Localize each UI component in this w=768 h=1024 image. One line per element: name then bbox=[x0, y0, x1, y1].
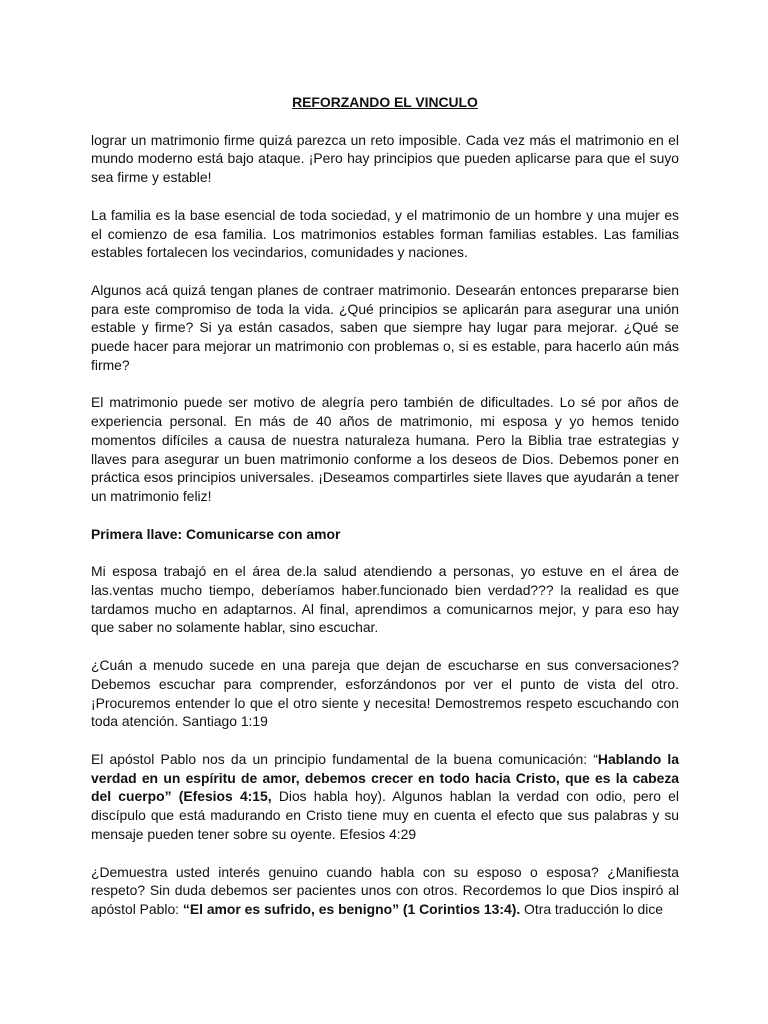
document-page bbox=[91, 93, 679, 938]
p7-bold-quote: Hablando la verdad en un espíritu de amor, debemos crecer en todo hacia Cristo, que es la cabeza del cuerpo” (Efesios 4:15, bbox=[91, 750, 679, 805]
paragraph-intro: lograr un matrimonio firme quizá parezca un reto imposible. Cada vez más el matrimonio en el mundo moderno está bajo ataque. ¡Pero hay principios que pueden aplicarse para que el suyo sea firme y estable! bbox=[91, 131, 679, 186]
paragraph-pablo-principle bbox=[91, 750, 679, 844]
paragraph-family: La familia es la base esencial de toda sociedad, y el matrimonio de un hombre y una mujer es el comienzo de esa familia. Los matrimonios estables forman familias estables. Las familias estables fortalecen los vecindarios, comunidades y naciones. bbox=[91, 206, 679, 261]
paragraph-wife-work: Mi esposa trabajó en el área de.la salud atendiendo a personas, yo estuve en el área de las.ventas mucho tiempo, deberíamos haber.funcionado bien verdad??? la realidad es que tardamos mucho en adaptarnos. Al final, aprendimos a comunicarnos mejor, y para eso hay que saber no solamente hablar, sino escuchar. bbox=[91, 563, 679, 636]
section-heading-first-key: Primera llave: Comunicarse con amor bbox=[91, 525, 341, 542]
p7-intro: El apóstol Pablo nos da un principio fundamental de la buena comunicación: “ bbox=[91, 750, 598, 767]
paragraph-experience: El matrimonio puede ser motivo de alegría pero también de dificultades. Lo sé por años de experiencia personal. En más de 40 años de matrimonio, mi esposa y yo hemos tenido momentos difíciles a causa de nuestra naturaleza humana. Pero la Biblia trae estrategias y llaves para asegurar un buen matrimonio conforme a los deseos de Dios. Debemos poner en práctica esos principios universales. ¡Deseamos compartirles siete llaves que ayudarán a tener un matrimonio feliz! bbox=[91, 394, 679, 504]
paragraph-genuine-interest bbox=[91, 863, 679, 919]
p8-intro: ¿Demuestra usted interés genuino cuando habla con su esposo o esposa? ¿Manifiesta respeto? Sin duda debemos ser pacientes unos con otros. Recordemos lo que Dios inspiró al apóstol Pablo: bbox=[91, 863, 679, 917]
p8-bold-quote: “El amor es sufrido, es benigno” (1 Corintios 13:4). bbox=[182, 900, 521, 917]
p7-rest: Dios habla hoy). Algunos hablan la verdad con odio, pero el discípulo que está madurando en Cristo tiene muy en cuenta el efecto que sus palabras y su mensaje pueden tener sobre su oyente. Efesios 4:29 bbox=[91, 788, 679, 842]
paragraph-plans: Algunos acá quizá tengan planes de contraer matrimonio. Desearán entonces prepararse bien para este compromiso de toda la vida. ¿Qué principios se aplicarán para asegurar una unión estable y firme? Si ya están casados, saben que siempre hay lugar para mejorar. ¿Qué se puede hacer para mejorar un matrimonio con problemas o, si es estable, para hacerlo aún más firme? bbox=[91, 281, 679, 373]
paragraph-listening: ¿Cuán a menudo sucede en una pareja que dejan de escucharse en sus conversaciones? Debemos escuchar para comprender, esforzándonos por ver el punto de vista del otro. ¡Procuremos entender lo que el otro siente y necesita! Demostremos respeto escuchando con toda atención. Santiago 1:19 bbox=[91, 657, 679, 730]
document-title: REFORZANDO EL VINCULO bbox=[292, 94, 478, 110]
p8-rest: Otra traducción lo dice bbox=[520, 900, 664, 917]
